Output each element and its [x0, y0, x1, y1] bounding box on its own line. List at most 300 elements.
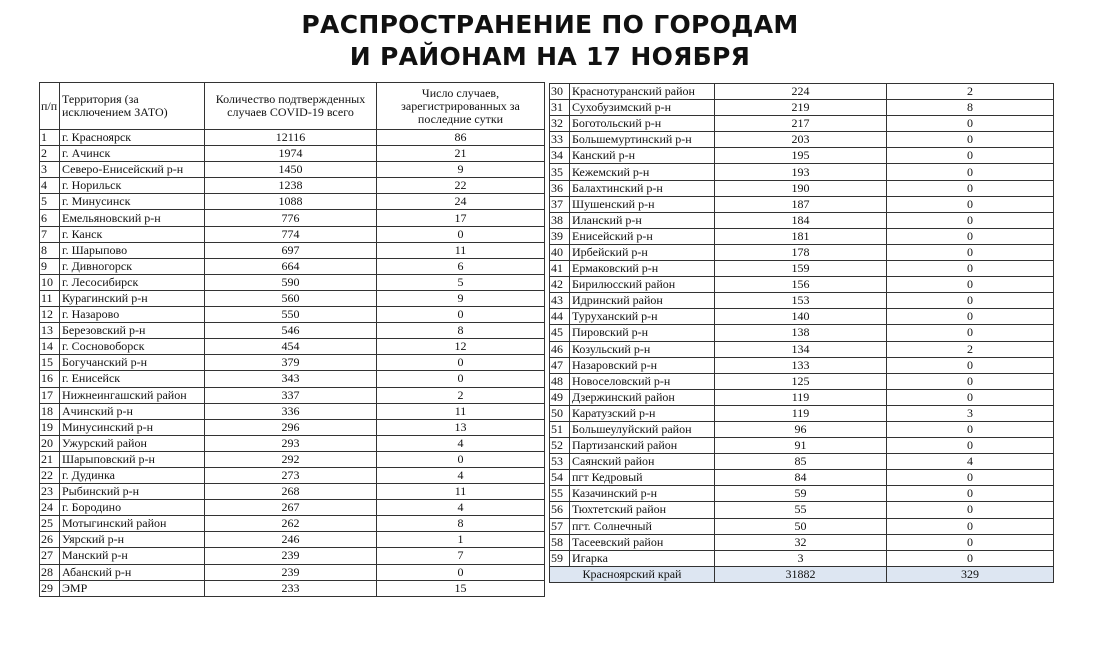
- territory-name: Северо-Енисейский р-н: [60, 162, 205, 178]
- row-number: 27: [40, 548, 60, 564]
- territory-name: Сухобузимский р-н: [570, 100, 715, 116]
- row-number: 34: [550, 148, 570, 164]
- daily-cases: 11: [377, 242, 545, 258]
- row-number: 16: [40, 371, 60, 387]
- table-row: [550, 518, 1054, 534]
- daily-cases: 17: [377, 210, 545, 226]
- row-number: 39: [550, 228, 570, 244]
- total-cases: 178: [715, 244, 887, 260]
- header-index: п/п: [40, 83, 60, 130]
- daily-cases: 0: [887, 438, 1054, 454]
- daily-cases: 24: [377, 194, 545, 210]
- territory-name: пгт. Солнечный: [570, 518, 715, 534]
- total-cases: 153: [715, 293, 887, 309]
- daily-cases: 22: [377, 178, 545, 194]
- daily-cases: 8: [887, 100, 1054, 116]
- total-cases: 664: [205, 258, 377, 274]
- daily-cases: 4: [377, 435, 545, 451]
- row-number: 21: [40, 451, 60, 467]
- total-cases: 267: [205, 500, 377, 516]
- table-row: [40, 323, 545, 339]
- total-cases: 138: [715, 325, 887, 341]
- row-number: 4: [40, 178, 60, 194]
- daily-cases: 5: [377, 274, 545, 290]
- total-cases: 454: [205, 339, 377, 355]
- daily-cases: 4: [377, 500, 545, 516]
- table-row: [550, 502, 1054, 518]
- row-number: 50: [550, 405, 570, 421]
- territory-name: Казачинский р-н: [570, 486, 715, 502]
- total-cases: 293: [205, 435, 377, 451]
- territory-name: Кежемский р-н: [570, 164, 715, 180]
- row-number: 3: [40, 162, 60, 178]
- daily-cases: 13: [377, 419, 545, 435]
- daily-cases: 0: [887, 389, 1054, 405]
- row-number: 9: [40, 258, 60, 274]
- territory-name: Канский р-н: [570, 148, 715, 164]
- territory-name: г. Ачинск: [60, 146, 205, 162]
- right-table-body: [550, 84, 1054, 583]
- territory-name: Саянский район: [570, 454, 715, 470]
- row-number: 44: [550, 309, 570, 325]
- daily-cases: 21: [377, 146, 545, 162]
- cases-table-left: [39, 82, 545, 597]
- daily-cases: 11: [377, 484, 545, 500]
- territory-name: Боготольский р-н: [570, 116, 715, 132]
- daily-cases: 0: [887, 518, 1054, 534]
- row-number: 22: [40, 467, 60, 483]
- total-cases: 12116: [205, 130, 377, 146]
- row-number: 41: [550, 261, 570, 277]
- row-number: 53: [550, 454, 570, 470]
- total-cases: 195: [715, 148, 887, 164]
- table-row: [550, 277, 1054, 293]
- table-row: [550, 212, 1054, 228]
- table-row: [550, 148, 1054, 164]
- total-cases: 379: [205, 355, 377, 371]
- summary-daily: 329: [887, 566, 1054, 582]
- daily-cases: 0: [887, 228, 1054, 244]
- territory-name: Ирбейский р-н: [570, 244, 715, 260]
- daily-cases: 0: [887, 180, 1054, 196]
- territory-name: ЭМР: [60, 580, 205, 596]
- table-row: [550, 438, 1054, 454]
- total-cases: 91: [715, 438, 887, 454]
- territory-name: Большеулуйский район: [570, 421, 715, 437]
- table-row: [40, 178, 545, 194]
- total-cases: 774: [205, 226, 377, 242]
- row-number: 54: [550, 470, 570, 486]
- row-number: 32: [550, 116, 570, 132]
- territory-name: Бирилюсский район: [570, 277, 715, 293]
- table-row: [40, 580, 545, 596]
- table-row: [550, 341, 1054, 357]
- territory-name: Богучанский р-н: [60, 355, 205, 371]
- territory-name: Идринский район: [570, 293, 715, 309]
- daily-cases: 0: [377, 371, 545, 387]
- daily-cases: 0: [887, 277, 1054, 293]
- territory-name: Иланский р-н: [570, 212, 715, 228]
- row-number: 37: [550, 196, 570, 212]
- daily-cases: 0: [887, 293, 1054, 309]
- daily-cases: 0: [887, 132, 1054, 148]
- table-row: [550, 132, 1054, 148]
- territory-name: Туруханский р-н: [570, 309, 715, 325]
- cases-table-right: [549, 83, 1054, 583]
- daily-cases: 0: [887, 309, 1054, 325]
- total-cases: 119: [715, 405, 887, 421]
- total-cases: 1088: [205, 194, 377, 210]
- row-number: 35: [550, 164, 570, 180]
- total-cases: 246: [205, 532, 377, 548]
- total-cases: 219: [715, 100, 887, 116]
- row-number: 10: [40, 274, 60, 290]
- table-row: [40, 274, 545, 290]
- table-row: [40, 435, 545, 451]
- row-number: 19: [40, 419, 60, 435]
- row-number: 42: [550, 277, 570, 293]
- table-row: [40, 532, 545, 548]
- row-number: 8: [40, 242, 60, 258]
- row-number: 28: [40, 564, 60, 580]
- row-number: 45: [550, 325, 570, 341]
- table-header-row: [40, 83, 545, 130]
- total-cases: 262: [205, 516, 377, 532]
- total-cases: 590: [205, 274, 377, 290]
- row-number: 29: [40, 580, 60, 596]
- territory-name: Краснотуранский район: [570, 84, 715, 100]
- row-number: 12: [40, 307, 60, 323]
- table-row: [550, 196, 1054, 212]
- table-row: [40, 564, 545, 580]
- daily-cases: 9: [377, 290, 545, 306]
- territory-name: Шушенский р-н: [570, 196, 715, 212]
- row-number: 1: [40, 130, 60, 146]
- row-number: 57: [550, 518, 570, 534]
- total-cases: 119: [715, 389, 887, 405]
- territory-name: пгт Кедровый: [570, 470, 715, 486]
- territory-name: Игарка: [570, 550, 715, 566]
- daily-cases: 0: [887, 534, 1054, 550]
- table-row: [550, 84, 1054, 100]
- table-row: [40, 290, 545, 306]
- table-row: [40, 403, 545, 419]
- row-number: 5: [40, 194, 60, 210]
- territory-name: Большемуртинский р-н: [570, 132, 715, 148]
- row-number: 55: [550, 486, 570, 502]
- territory-name: Ермаковский р-н: [570, 261, 715, 277]
- territory-name: Каратузский р-н: [570, 405, 715, 421]
- daily-cases: 0: [887, 116, 1054, 132]
- table-row: [550, 293, 1054, 309]
- daily-cases: 0: [887, 550, 1054, 566]
- total-cases: 239: [205, 548, 377, 564]
- daily-cases: 0: [887, 325, 1054, 341]
- territory-name: Курагинский р-н: [60, 290, 205, 306]
- territory-name: Мотыгинский район: [60, 516, 205, 532]
- total-cases: 193: [715, 164, 887, 180]
- table-row: [40, 548, 545, 564]
- total-cases: 550: [205, 307, 377, 323]
- territory-name: г. Минусинск: [60, 194, 205, 210]
- daily-cases: 2: [377, 387, 545, 403]
- territory-name: г. Дудинка: [60, 467, 205, 483]
- row-number: 46: [550, 341, 570, 357]
- total-cases: 560: [205, 290, 377, 306]
- row-number: 33: [550, 132, 570, 148]
- territory-name: г. Красноярск: [60, 130, 205, 146]
- total-cases: 296: [205, 419, 377, 435]
- row-number: 13: [40, 323, 60, 339]
- left-table-body: [40, 130, 545, 597]
- territory-name: Нижнеингашский район: [60, 387, 205, 403]
- summary-label: Красноярский край: [550, 566, 715, 582]
- row-number: 43: [550, 293, 570, 309]
- table-row: [550, 325, 1054, 341]
- total-cases: 140: [715, 309, 887, 325]
- table-row: [550, 470, 1054, 486]
- daily-cases: 1: [377, 532, 545, 548]
- table-row: [550, 261, 1054, 277]
- row-number: 31: [550, 100, 570, 116]
- total-cases: 217: [715, 116, 887, 132]
- row-number: 36: [550, 180, 570, 196]
- territory-name: Березовский р-н: [60, 323, 205, 339]
- row-number: 52: [550, 438, 570, 454]
- table-row: [40, 339, 545, 355]
- total-cases: 133: [715, 357, 887, 373]
- daily-cases: 11: [377, 403, 545, 419]
- total-cases: 336: [205, 403, 377, 419]
- table-row: [40, 242, 545, 258]
- row-number: 20: [40, 435, 60, 451]
- table-row: [40, 194, 545, 210]
- territory-name: Емельяновский р-н: [60, 210, 205, 226]
- total-cases: 203: [715, 132, 887, 148]
- table-row: [550, 228, 1054, 244]
- total-cases: 1974: [205, 146, 377, 162]
- daily-cases: 0: [377, 451, 545, 467]
- total-cases: 85: [715, 454, 887, 470]
- row-number: 2: [40, 146, 60, 162]
- territory-name: г. Лесосибирск: [60, 274, 205, 290]
- territory-name: г. Бородино: [60, 500, 205, 516]
- row-number: 40: [550, 244, 570, 260]
- total-cases: 190: [715, 180, 887, 196]
- total-cases: 233: [205, 580, 377, 596]
- table-row: [550, 180, 1054, 196]
- table-row: [40, 467, 545, 483]
- daily-cases: 12: [377, 339, 545, 355]
- daily-cases: 0: [887, 196, 1054, 212]
- table-row: [40, 387, 545, 403]
- total-cases: 187: [715, 196, 887, 212]
- territory-name: Назаровский р-н: [570, 357, 715, 373]
- total-cases: 59: [715, 486, 887, 502]
- daily-cases: 6: [377, 258, 545, 274]
- daily-cases: 3: [887, 405, 1054, 421]
- territory-name: Абанский р-н: [60, 564, 205, 580]
- table-row: [550, 550, 1054, 566]
- table-row: [550, 357, 1054, 373]
- header-total: Количество подтвержденных случаев COVID-19 всего: [205, 83, 377, 130]
- daily-cases: 2: [887, 341, 1054, 357]
- table-row: [550, 534, 1054, 550]
- total-cases: 55: [715, 502, 887, 518]
- table-row: [40, 355, 545, 371]
- table-row: [40, 258, 545, 274]
- territory-name: Манский р-н: [60, 548, 205, 564]
- table-row: [40, 162, 545, 178]
- total-cases: 181: [715, 228, 887, 244]
- row-number: 26: [40, 532, 60, 548]
- summary-total: 31882: [715, 566, 887, 582]
- total-cases: 292: [205, 451, 377, 467]
- table-row: [550, 373, 1054, 389]
- territory-name: г. Назарово: [60, 307, 205, 323]
- daily-cases: 0: [887, 164, 1054, 180]
- daily-cases: 0: [377, 307, 545, 323]
- row-number: 51: [550, 421, 570, 437]
- territory-name: г. Норильск: [60, 178, 205, 194]
- territory-name: г. Канск: [60, 226, 205, 242]
- row-number: 7: [40, 226, 60, 242]
- daily-cases: 0: [887, 244, 1054, 260]
- total-cases: 50: [715, 518, 887, 534]
- territory-name: Пировский р-н: [570, 325, 715, 341]
- territory-name: Балахтинский р-н: [570, 180, 715, 196]
- table-row: [550, 405, 1054, 421]
- summary-row: [550, 566, 1054, 582]
- daily-cases: 15: [377, 580, 545, 596]
- row-number: 59: [550, 550, 570, 566]
- territory-name: Новоселовский р-н: [570, 373, 715, 389]
- total-cases: 224: [715, 84, 887, 100]
- daily-cases: 0: [377, 564, 545, 580]
- total-cases: 96: [715, 421, 887, 437]
- table-row: [40, 226, 545, 242]
- total-cases: 268: [205, 484, 377, 500]
- table-row: [550, 100, 1054, 116]
- row-number: 11: [40, 290, 60, 306]
- total-cases: 337: [205, 387, 377, 403]
- territory-name: Ачинский р-н: [60, 403, 205, 419]
- daily-cases: 0: [887, 486, 1054, 502]
- territory-name: Рыбинский р-н: [60, 484, 205, 500]
- total-cases: 184: [715, 212, 887, 228]
- daily-cases: 8: [377, 323, 545, 339]
- territory-name: Тюхтетский район: [570, 502, 715, 518]
- daily-cases: 0: [377, 226, 545, 242]
- total-cases: 546: [205, 323, 377, 339]
- row-number: 56: [550, 502, 570, 518]
- table-row: [40, 307, 545, 323]
- territory-name: Минусинский р-н: [60, 419, 205, 435]
- territory-name: г. Сосновоборск: [60, 339, 205, 355]
- daily-cases: 0: [887, 148, 1054, 164]
- total-cases: 156: [715, 277, 887, 293]
- total-cases: 776: [205, 210, 377, 226]
- total-cases: 273: [205, 467, 377, 483]
- row-number: 48: [550, 373, 570, 389]
- table-row: [40, 210, 545, 226]
- row-number: 58: [550, 534, 570, 550]
- daily-cases: 4: [377, 467, 545, 483]
- table-row: [550, 116, 1054, 132]
- row-number: 23: [40, 484, 60, 500]
- territory-name: Партизанский район: [570, 438, 715, 454]
- table-row: [550, 244, 1054, 260]
- table-row: [40, 130, 545, 146]
- total-cases: 125: [715, 373, 887, 389]
- header-daily: Число случаев, зарегистрированных за последние сутки: [377, 83, 545, 130]
- row-number: 49: [550, 389, 570, 405]
- daily-cases: 7: [377, 548, 545, 564]
- daily-cases: 9: [377, 162, 545, 178]
- row-number: 15: [40, 355, 60, 371]
- total-cases: 239: [205, 564, 377, 580]
- table-row: [40, 451, 545, 467]
- header-territory: Территория (за исключением ЗАТО): [60, 83, 205, 130]
- total-cases: 134: [715, 341, 887, 357]
- total-cases: 84: [715, 470, 887, 486]
- daily-cases: 0: [887, 357, 1054, 373]
- row-number: 47: [550, 357, 570, 373]
- table-row: [550, 454, 1054, 470]
- row-number: 17: [40, 387, 60, 403]
- table-row: [40, 146, 545, 162]
- territory-name: Уярский р-н: [60, 532, 205, 548]
- row-number: 14: [40, 339, 60, 355]
- daily-cases: 0: [887, 470, 1054, 486]
- total-cases: 1450: [205, 162, 377, 178]
- table-row: [550, 164, 1054, 180]
- table-row: [40, 371, 545, 387]
- total-cases: 1238: [205, 178, 377, 194]
- territory-name: Дзержинский район: [570, 389, 715, 405]
- row-number: 38: [550, 212, 570, 228]
- daily-cases: 4: [887, 454, 1054, 470]
- daily-cases: 8: [377, 516, 545, 532]
- row-number: 30: [550, 84, 570, 100]
- table-row: [550, 389, 1054, 405]
- table-row: [40, 500, 545, 516]
- daily-cases: 0: [887, 261, 1054, 277]
- page-subtitle: И РАЙОНАМ НА 17 НОЯБРЯ: [349, 42, 751, 71]
- table-row: [40, 484, 545, 500]
- page-title: РАСПРОСТРАНЕНИЕ ПО ГОРОДАМ: [301, 10, 799, 39]
- row-number: 18: [40, 403, 60, 419]
- territory-name: Ужурский район: [60, 435, 205, 451]
- table-row: [550, 309, 1054, 325]
- daily-cases: 0: [377, 355, 545, 371]
- daily-cases: 0: [887, 373, 1054, 389]
- territory-name: Козульский р-н: [570, 341, 715, 357]
- total-cases: 3: [715, 550, 887, 566]
- territory-name: Енисейский р-н: [570, 228, 715, 244]
- table-row: [550, 486, 1054, 502]
- row-number: 6: [40, 210, 60, 226]
- territory-name: г. Енисейск: [60, 371, 205, 387]
- daily-cases: 86: [377, 130, 545, 146]
- daily-cases: 0: [887, 502, 1054, 518]
- territory-name: г. Шарыпово: [60, 242, 205, 258]
- row-number: 24: [40, 500, 60, 516]
- total-cases: 697: [205, 242, 377, 258]
- total-cases: 32: [715, 534, 887, 550]
- territory-name: Шарыповский р-н: [60, 451, 205, 467]
- daily-cases: 0: [887, 212, 1054, 228]
